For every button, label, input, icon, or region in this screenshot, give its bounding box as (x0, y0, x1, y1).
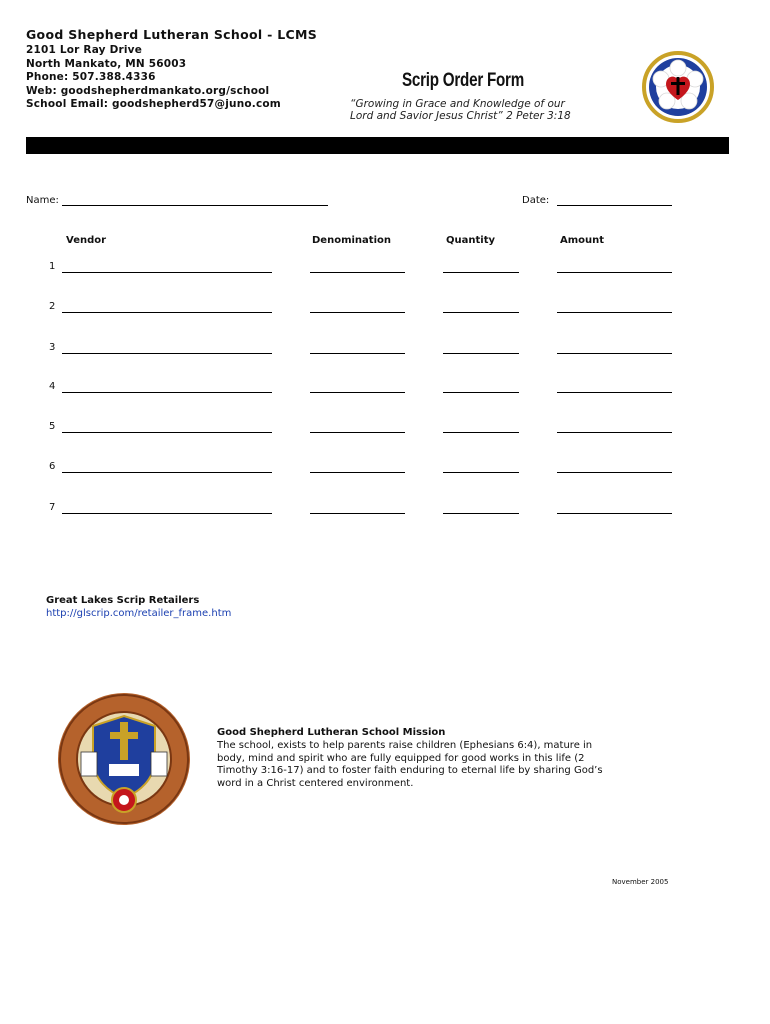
vendor-field[interactable] (62, 353, 272, 354)
denomination-field[interactable] (310, 513, 405, 514)
quantity-field[interactable] (443, 272, 519, 273)
amount-field[interactable] (557, 272, 672, 273)
date-label: Date: (522, 195, 550, 206)
row-number: 2 (49, 301, 56, 312)
school-name: Good Shepherd Lutheran School - LCMS (26, 27, 318, 42)
amount-field[interactable] (557, 312, 672, 313)
mission-title: Good Shepherd Lutheran School Mission (217, 727, 446, 738)
name-field[interactable] (62, 205, 328, 206)
amount-field[interactable] (557, 353, 672, 354)
row-number: 7 (49, 502, 56, 513)
column-header-amount: Amount (560, 235, 605, 246)
vendor-field[interactable] (62, 513, 272, 514)
vendor-field[interactable] (62, 312, 272, 313)
quantity-field[interactable] (443, 312, 519, 313)
date-field[interactable] (557, 205, 672, 206)
denomination-field[interactable] (310, 472, 405, 473)
quantity-field[interactable] (443, 353, 519, 354)
row-number: 1 (49, 261, 56, 272)
quantity-field[interactable] (443, 392, 519, 393)
denomination-field[interactable] (310, 272, 405, 273)
column-header-vendor: Vendor (66, 235, 107, 246)
vendor-field[interactable] (62, 272, 272, 273)
denomination-field[interactable] (310, 392, 405, 393)
verse-line-2: Lord and Savior Jesus Christ” 2 Peter 3:18 (350, 110, 571, 122)
amount-field[interactable] (557, 513, 672, 514)
denomination-field[interactable] (310, 353, 405, 354)
church-seal-icon (57, 692, 191, 826)
name-label: Name: (26, 195, 59, 206)
vendor-field[interactable] (62, 432, 272, 433)
quantity-field[interactable] (443, 432, 519, 433)
retailers-title: Great Lakes Scrip Retailers (46, 595, 200, 606)
vendor-field[interactable] (62, 392, 272, 393)
row-number: 6 (49, 461, 56, 472)
row-number: 4 (49, 381, 56, 392)
column-header-quantity: Quantity (446, 235, 495, 246)
quantity-field[interactable] (443, 472, 519, 473)
luther-rose-icon (642, 51, 714, 123)
row-number: 5 (49, 421, 56, 432)
denomination-field[interactable] (310, 432, 405, 433)
form-title: Scrip Order Form (402, 70, 525, 91)
address-line-city: North Mankato, MN 56003 (26, 58, 187, 70)
revision-date: November 2005 (612, 878, 669, 886)
quantity-field[interactable] (443, 513, 519, 514)
mission-text: The school, exists to help parents raise children (Ephesians 6:4), mature in body, mind and spirit who are fully equipped for good works in this life (2 Timothy 3:16-17) and to foster faith enduring to eternal life by sharing God’s word in a Christ centered environment. (217, 740, 603, 789)
header-divider-bar (26, 137, 729, 154)
address-line-phone: Phone: 507.388.4336 (26, 71, 156, 83)
column-header-denomination: Denomination (312, 235, 391, 246)
denomination-field[interactable] (310, 312, 405, 313)
vendor-field[interactable] (62, 472, 272, 473)
amount-field[interactable] (557, 392, 672, 393)
amount-field[interactable] (557, 472, 672, 473)
verse-line-1: “Growing in Grace and Knowledge of our (350, 98, 565, 110)
amount-field[interactable] (557, 432, 672, 433)
address-line-web: Web: goodshepherdmankato.org/school (26, 85, 270, 97)
row-number: 3 (49, 342, 56, 353)
address-line-street: 2101 Lor Ray Drive (26, 44, 143, 56)
retailers-link[interactable]: http://glscrip.com/retailer_frame.htm (46, 608, 232, 619)
address-line-email: School Email: goodshepherd57@juno.com (26, 98, 281, 110)
